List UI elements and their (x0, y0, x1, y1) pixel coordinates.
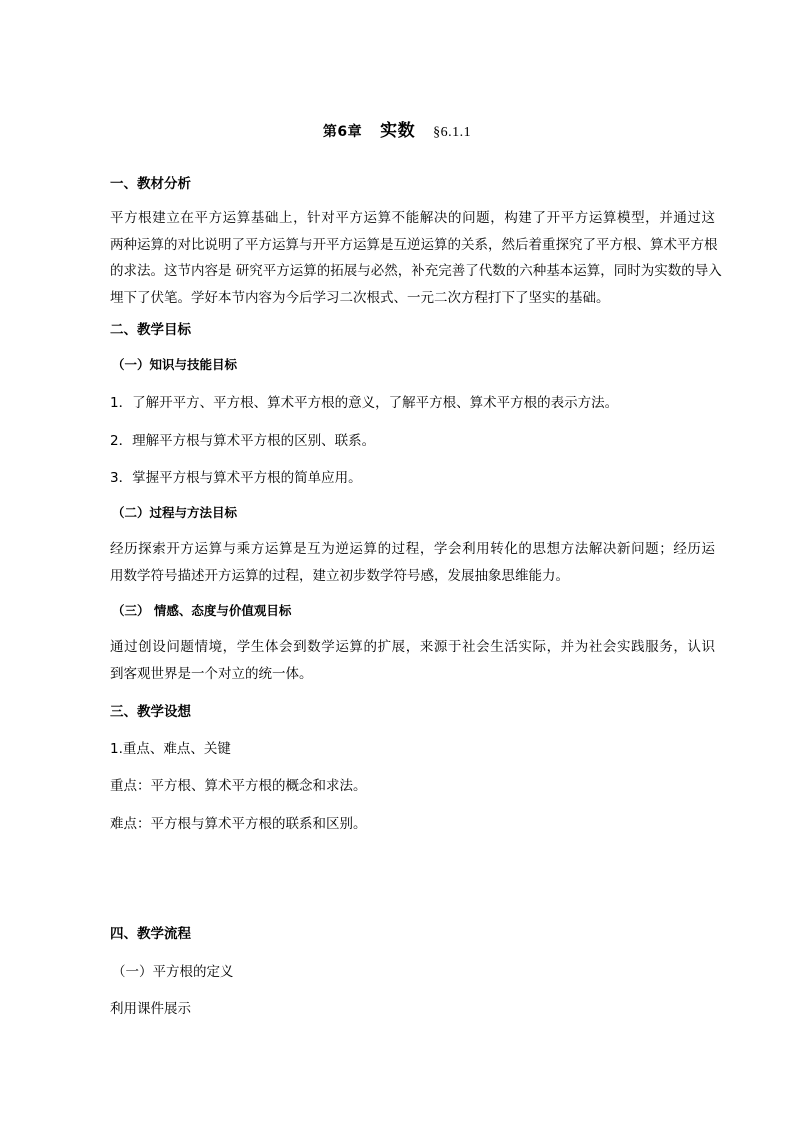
textbook-analysis-paragraph (110, 205, 722, 311)
section-heading-teaching-flow: 四、教学流程 (110, 926, 191, 942)
goal-item: 3．掌握平方根与算术平方根的简单应用。 (110, 470, 362, 486)
process-method-paragraph (110, 536, 715, 589)
paragraph-line: 用数学符号描述开方运算的过程，建立初步数学符号感，发展抽象思维能力。 (110, 567, 569, 584)
paragraph-line: 埋下了伏笔。学好本节内容为今后学习二次根式、一元二次方程打下了坚实的基础。 (110, 289, 610, 306)
goal-item: 1．了解开平方、平方根、算术平方根的意义，了解平方根、算术平方根的表示方法。 (110, 395, 619, 411)
section-heading-teaching-ideas: 三、教学设想 (110, 704, 191, 720)
paragraph-line: 通过创设问题情境，学生体会到数学运算的扩展，来源于社会生活实际，并为社会实践服务，认识 (110, 639, 715, 655)
paragraph-line: 到客观世界是一个对立的统一体。 (110, 665, 313, 682)
ideas-item: 重点：平方根、算术平方根的概念和求法。 (110, 778, 367, 794)
section-heading-teaching-goals: 二、教学目标 (110, 322, 191, 338)
subheading-process-method: （二）过程与方法目标 (112, 505, 238, 520)
ideas-item: 1.重点、难点、关键 (110, 741, 231, 757)
title-main: 实数 (380, 121, 416, 141)
title-section: §6.1.1 (433, 125, 472, 140)
paragraph-line: 两种运算的对比说明了平方运算与开平方运算是互逆运算的关系，然后着重探究了平方根、算术平方根 (110, 236, 718, 253)
paragraph-line: 平方根建立在平方运算基础上，针对平方运算不能解决的问题，构建了开平方运算模型，并通过这 (110, 210, 715, 226)
section-heading-textbook-analysis: 一、教材分析 (110, 176, 191, 192)
paragraph-line: 经历探索开方运算与乘方运算是互为逆运算的过程，学会利用转化的思想方法解决新问题；经历运 (110, 541, 715, 557)
paragraph-line: 的求法。这节内容是 研究平方运算的拓展与必然，补充完善了代数的六种基本运算，同时为实数的导入 (110, 263, 722, 279)
emotion-attitude-paragraph (110, 634, 715, 687)
ideas-item: 难点：平方根与算术平方根的联系和区别。 (110, 816, 367, 832)
subheading-emotion-attitude: （三） 情感、态度与价值观目标 (112, 603, 292, 618)
subheading-square-root-definition: （一）平方根的定义 (112, 964, 234, 980)
flow-line: 利用课件展示 (110, 1001, 191, 1017)
goal-item: 2．理解平方根与算术平方根的区别、联系。 (110, 433, 376, 449)
page-title (0, 116, 794, 141)
subheading-knowledge-skills: （一）知识与技能目标 (112, 357, 238, 372)
title-chapter: 第6章 (322, 124, 363, 140)
